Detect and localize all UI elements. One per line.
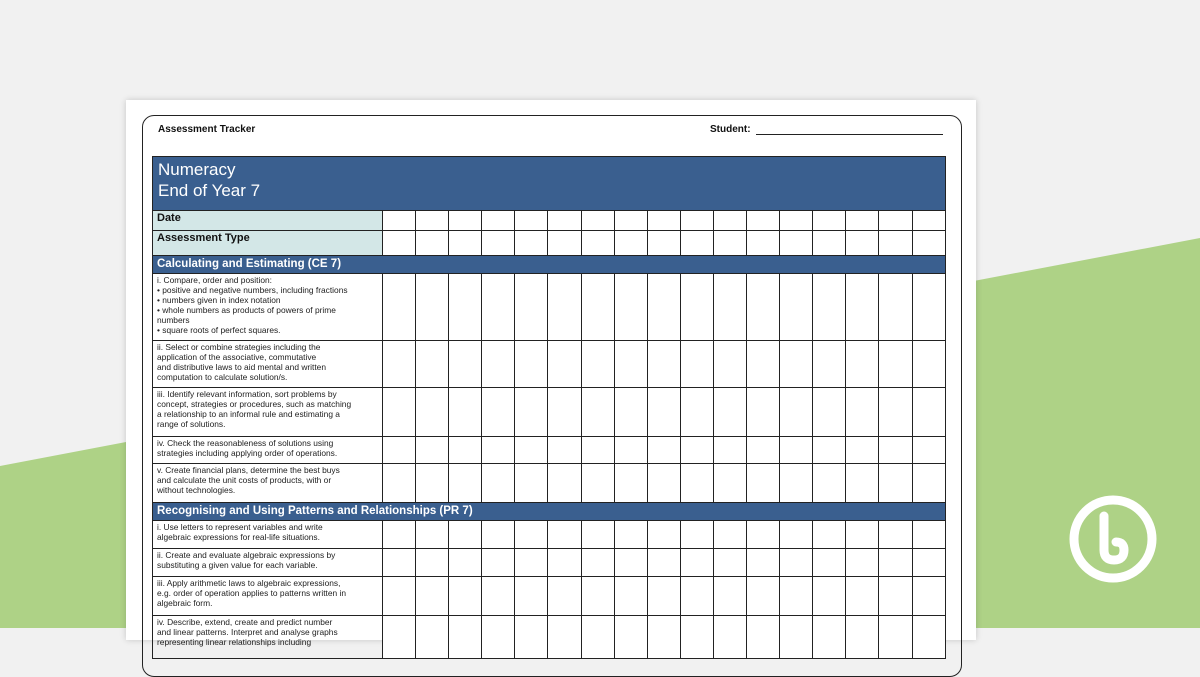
tracking-cell[interactable] <box>680 274 713 341</box>
tracking-cell[interactable] <box>581 464 614 503</box>
criteria-line: application of the associative, commutative <box>157 352 317 362</box>
tracking-cell[interactable] <box>747 521 780 549</box>
criteria-line: representing linear relationships including <box>157 637 312 647</box>
criteria-line: • numbers given in index notation <box>157 295 281 305</box>
tracking-cell[interactable] <box>912 464 945 503</box>
criteria-description <box>153 577 383 616</box>
criteria-line: without technologies. <box>157 485 236 495</box>
tracking-cell[interactable] <box>416 464 449 503</box>
assessment-grid <box>152 156 946 659</box>
tracking-cell[interactable] <box>548 521 581 549</box>
tracking-cell[interactable] <box>879 341 912 388</box>
tracking-cell[interactable] <box>780 211 813 231</box>
tracking-cell[interactable] <box>813 549 846 577</box>
tracking-cell[interactable] <box>780 549 813 577</box>
tracking-cell[interactable] <box>614 577 647 616</box>
tracking-cell[interactable] <box>680 549 713 577</box>
tracking-cell[interactable] <box>449 437 482 464</box>
tracking-cell[interactable] <box>548 231 581 256</box>
tracking-cell[interactable] <box>747 231 780 256</box>
tracking-cell[interactable] <box>713 341 746 388</box>
tracking-cell[interactable] <box>647 577 680 616</box>
criteria-line: i. Compare, order and position: <box>157 275 272 285</box>
tracking-cell[interactable] <box>846 464 879 503</box>
tracking-cell[interactable] <box>449 211 482 231</box>
tracking-cell[interactable] <box>747 616 780 659</box>
criteria-row <box>153 521 946 549</box>
meta-label: Assessment Type <box>153 231 383 256</box>
tracking-cell[interactable] <box>780 437 813 464</box>
criteria-line: iv. Describe, extend, create and predict number <box>157 617 333 627</box>
tracking-cell[interactable] <box>548 437 581 464</box>
section-header-row <box>153 256 946 274</box>
criteria-description <box>153 388 383 437</box>
tracking-cell[interactable] <box>449 521 482 549</box>
tracking-cell[interactable] <box>515 577 548 616</box>
tracking-cell[interactable] <box>581 577 614 616</box>
tracking-cell[interactable] <box>747 437 780 464</box>
tracking-cell[interactable] <box>747 211 780 231</box>
criteria-line: • square roots of perfect squares. <box>157 325 281 335</box>
tracking-cell[interactable] <box>416 577 449 616</box>
tracking-cell[interactable] <box>713 577 746 616</box>
tracking-cell[interactable] <box>912 341 945 388</box>
tracking-cell[interactable] <box>680 577 713 616</box>
teach-starter-logo-icon <box>1068 494 1158 584</box>
tracking-cell[interactable] <box>879 231 912 256</box>
tracking-cell[interactable] <box>713 437 746 464</box>
tracking-cell[interactable] <box>912 211 945 231</box>
tracking-cell[interactable] <box>647 437 680 464</box>
tracking-cell[interactable] <box>482 549 515 577</box>
tracking-cell[interactable] <box>713 464 746 503</box>
tracking-cell[interactable] <box>879 388 912 437</box>
tracking-cell[interactable] <box>482 341 515 388</box>
tracking-cell[interactable] <box>680 616 713 659</box>
tracking-cell[interactable] <box>647 231 680 256</box>
tracking-cell[interactable] <box>713 274 746 341</box>
tracking-cell[interactable] <box>912 549 945 577</box>
tracking-cell[interactable] <box>647 549 680 577</box>
tracking-cell[interactable] <box>614 231 647 256</box>
tracking-cell[interactable] <box>680 437 713 464</box>
tracking-cell[interactable] <box>482 464 515 503</box>
criteria-row <box>153 616 946 659</box>
tracking-cell[interactable] <box>548 549 581 577</box>
criteria-line: numbers <box>157 315 190 325</box>
tracking-cell[interactable] <box>713 231 746 256</box>
tracking-cell[interactable] <box>515 464 548 503</box>
criteria-line: range of solutions. <box>157 419 226 429</box>
tracking-cell[interactable] <box>780 274 813 341</box>
criteria-line: algebraic expressions for real-life situations. <box>157 532 320 542</box>
tracking-cell[interactable] <box>482 211 515 231</box>
criteria-line: iv. Check the reasonableness of solutions using <box>157 438 334 448</box>
tracking-cell[interactable] <box>813 388 846 437</box>
tracking-cell[interactable] <box>780 341 813 388</box>
criteria-line: ii. Select or combine strategies including the <box>157 342 321 352</box>
tracking-cell[interactable] <box>747 464 780 503</box>
tracking-cell[interactable] <box>846 437 879 464</box>
tracking-cell[interactable] <box>548 211 581 231</box>
tracking-cell[interactable] <box>747 274 780 341</box>
tracking-cell[interactable] <box>879 577 912 616</box>
tracking-cell[interactable] <box>846 616 879 659</box>
student-name-line <box>756 134 943 135</box>
tracking-cell[interactable] <box>548 274 581 341</box>
tracking-cell[interactable] <box>515 231 548 256</box>
tracking-cell[interactable] <box>416 341 449 388</box>
tracking-cell[interactable] <box>581 341 614 388</box>
tracking-cell[interactable] <box>383 388 416 437</box>
tracking-cell[interactable] <box>680 521 713 549</box>
tracking-cell[interactable] <box>383 341 416 388</box>
criteria-row <box>153 549 946 577</box>
section-heading: Calculating and Estimating (CE 7) <box>153 256 946 274</box>
tracking-cell[interactable] <box>449 341 482 388</box>
tracking-cell[interactable] <box>879 437 912 464</box>
meta-row <box>153 231 946 256</box>
criteria-line: a relationship to an informal rule and estimating a <box>157 409 340 419</box>
tracking-cell[interactable] <box>482 577 515 616</box>
tracking-cell[interactable] <box>449 388 482 437</box>
title-year: End of Year 7 <box>158 181 261 200</box>
tracking-cell[interactable] <box>548 616 581 659</box>
tracking-cell[interactable] <box>912 437 945 464</box>
tracking-cell[interactable] <box>416 211 449 231</box>
criteria-line: ii. Create and evaluate algebraic expressions by <box>157 550 336 560</box>
tracking-cell[interactable] <box>449 274 482 341</box>
criteria-line: i. Use letters to represent variables and write <box>157 522 323 532</box>
assessment-tracker-label: Assessment Tracker <box>158 124 256 135</box>
criteria-line: and linear patterns. Interpret and analyse graphs <box>157 627 338 637</box>
tracking-cell[interactable] <box>482 616 515 659</box>
title-subject: Numeracy <box>158 160 236 179</box>
criteria-line: and calculate the unit costs of products, with or <box>157 475 332 485</box>
tracking-cell[interactable] <box>515 549 548 577</box>
tracking-cell[interactable] <box>614 388 647 437</box>
tracking-cell[interactable] <box>515 521 548 549</box>
tracking-cell[interactable] <box>780 577 813 616</box>
tracking-cell[interactable] <box>383 211 416 231</box>
tracking-cell[interactable] <box>713 549 746 577</box>
tracking-cell[interactable] <box>713 521 746 549</box>
tracking-cell[interactable] <box>846 274 879 341</box>
tracking-cell[interactable] <box>515 437 548 464</box>
tracking-cell[interactable] <box>680 388 713 437</box>
criteria-line: iii. Identify relevant information, sort problems by <box>157 389 337 399</box>
tracking-cell[interactable] <box>680 341 713 388</box>
tracking-cell[interactable] <box>548 388 581 437</box>
tracking-cell[interactable] <box>383 464 416 503</box>
tracking-cell[interactable] <box>879 521 912 549</box>
criteria-line: algebraic form. <box>157 598 213 608</box>
tracking-cell[interactable] <box>416 549 449 577</box>
tracking-cell[interactable] <box>846 577 879 616</box>
tracking-cell[interactable] <box>449 549 482 577</box>
tracking-cell[interactable] <box>813 464 846 503</box>
tracking-cell[interactable] <box>813 437 846 464</box>
tracking-cell[interactable] <box>449 231 482 256</box>
tracking-cell[interactable] <box>416 437 449 464</box>
criteria-line: and distributive laws to aid mental and written <box>157 362 326 372</box>
tracking-cell[interactable] <box>581 231 614 256</box>
tracking-cell[interactable] <box>614 341 647 388</box>
criteria-line: concept, strategies or procedures, such as matching <box>157 399 352 409</box>
criteria-description <box>153 549 383 577</box>
tracking-cell[interactable] <box>912 388 945 437</box>
tracking-cell[interactable] <box>614 616 647 659</box>
tracking-cell[interactable] <box>449 577 482 616</box>
tracking-cell[interactable] <box>647 274 680 341</box>
tracking-cell[interactable] <box>416 616 449 659</box>
tracking-cell[interactable] <box>879 211 912 231</box>
tracking-cell[interactable] <box>713 616 746 659</box>
tracking-cell[interactable] <box>813 274 846 341</box>
section-heading: Recognising and Using Patterns and Relationships (PR 7) <box>153 503 946 521</box>
tracking-cell[interactable] <box>713 388 746 437</box>
tracking-cell[interactable] <box>912 521 945 549</box>
section-header-row <box>153 503 946 521</box>
tracking-cell[interactable] <box>581 616 614 659</box>
criteria-row <box>153 464 946 503</box>
tracking-cell[interactable] <box>383 616 416 659</box>
criteria-line: • positive and negative numbers, including fractions <box>157 285 348 295</box>
tracking-cell[interactable] <box>780 464 813 503</box>
tracking-cell[interactable] <box>548 341 581 388</box>
criteria-description <box>153 616 383 659</box>
tracking-cell[interactable] <box>813 341 846 388</box>
tracking-cell[interactable] <box>647 464 680 503</box>
criteria-row <box>153 437 946 464</box>
tracking-cell[interactable] <box>416 521 449 549</box>
tracking-cell[interactable] <box>747 341 780 388</box>
tracking-cell[interactable] <box>416 388 449 437</box>
tracking-cell[interactable] <box>581 388 614 437</box>
criteria-row <box>153 341 946 388</box>
tracking-cell[interactable] <box>780 616 813 659</box>
tracking-cell[interactable] <box>614 211 647 231</box>
criteria-line: v. Create financial plans, determine the best buys <box>157 465 340 475</box>
tracking-cell[interactable] <box>912 577 945 616</box>
tracking-cell[interactable] <box>482 231 515 256</box>
tracking-cell[interactable] <box>846 388 879 437</box>
criteria-row <box>153 388 946 437</box>
tracking-cell[interactable] <box>548 464 581 503</box>
worksheet-page <box>126 100 976 647</box>
tracking-cell[interactable] <box>813 521 846 549</box>
tracking-cell[interactable] <box>780 388 813 437</box>
tracking-cell[interactable] <box>581 521 614 549</box>
tracking-cell[interactable] <box>647 341 680 388</box>
tracking-cell[interactable] <box>614 549 647 577</box>
tracking-cell[interactable] <box>383 577 416 616</box>
tracking-cell[interactable] <box>879 616 912 659</box>
tracking-cell[interactable] <box>515 274 548 341</box>
tracking-cell[interactable] <box>813 231 846 256</box>
tracking-cell[interactable] <box>416 274 449 341</box>
criteria-line: substituting a given value for each variable. <box>157 560 318 570</box>
tracking-cell[interactable] <box>680 231 713 256</box>
tracking-cell[interactable] <box>383 274 416 341</box>
tracking-cell[interactable] <box>846 341 879 388</box>
tracking-cell[interactable] <box>581 211 614 231</box>
tracking-cell[interactable] <box>813 616 846 659</box>
title-row <box>153 157 946 211</box>
criteria-description <box>153 341 383 388</box>
tracking-cell[interactable] <box>879 274 912 341</box>
tracking-cell[interactable] <box>647 388 680 437</box>
tracking-cell[interactable] <box>482 521 515 549</box>
criteria-line: e.g. order of operation applies to patterns written in <box>157 588 347 598</box>
tracking-cell[interactable] <box>383 231 416 256</box>
tracking-cell[interactable] <box>780 521 813 549</box>
tracking-cell[interactable] <box>383 549 416 577</box>
tracking-cell[interactable] <box>846 231 879 256</box>
tracking-cell[interactable] <box>680 211 713 231</box>
tracking-cell[interactable] <box>647 521 680 549</box>
tracking-cell[interactable] <box>383 437 416 464</box>
criteria-row <box>153 274 946 341</box>
tracking-cell[interactable] <box>912 616 945 659</box>
meta-label: Date <box>153 211 383 231</box>
tracking-cell[interactable] <box>449 464 482 503</box>
tracking-cell[interactable] <box>449 616 482 659</box>
criteria-description <box>153 464 383 503</box>
tracking-cell[interactable] <box>647 211 680 231</box>
tracking-cell[interactable] <box>614 464 647 503</box>
grid-title <box>153 157 946 211</box>
tracking-cell[interactable] <box>581 549 614 577</box>
tracking-cell[interactable] <box>614 521 647 549</box>
tracking-cell[interactable] <box>482 388 515 437</box>
criteria-description <box>153 521 383 549</box>
tracking-cell[interactable] <box>813 211 846 231</box>
tracking-cell[interactable] <box>614 274 647 341</box>
tracking-cell[interactable] <box>680 464 713 503</box>
tracking-cell[interactable] <box>482 274 515 341</box>
criteria-row <box>153 577 946 616</box>
tracking-cell[interactable] <box>846 521 879 549</box>
tracking-cell[interactable] <box>383 521 416 549</box>
student-label: Student: <box>710 124 751 135</box>
tracking-cell[interactable] <box>581 437 614 464</box>
tracking-cell[interactable] <box>515 341 548 388</box>
tracking-cell[interactable] <box>581 274 614 341</box>
tracking-cell[interactable] <box>912 231 945 256</box>
meta-row <box>153 211 946 231</box>
tracking-cell[interactable] <box>747 388 780 437</box>
criteria-description <box>153 437 383 464</box>
tracking-cell[interactable] <box>515 388 548 437</box>
tracking-cell[interactable] <box>515 616 548 659</box>
criteria-line: computation to calculate solution/s. <box>157 372 288 382</box>
tracking-cell[interactable] <box>780 231 813 256</box>
tracking-cell[interactable] <box>747 549 780 577</box>
tracking-cell[interactable] <box>614 437 647 464</box>
tracking-cell[interactable] <box>912 274 945 341</box>
criteria-line: strategies including applying order of operations. <box>157 448 338 458</box>
tracking-cell[interactable] <box>482 437 515 464</box>
tracking-cell[interactable] <box>647 616 680 659</box>
tracking-cell[interactable] <box>879 549 912 577</box>
tracking-cell[interactable] <box>548 577 581 616</box>
tracking-cell[interactable] <box>813 577 846 616</box>
tracking-cell[interactable] <box>846 549 879 577</box>
criteria-description <box>153 274 383 341</box>
tracking-cell[interactable] <box>846 211 879 231</box>
tracking-cell[interactable] <box>879 464 912 503</box>
tracking-cell[interactable] <box>713 211 746 231</box>
tracking-cell[interactable] <box>747 577 780 616</box>
criteria-line: iii. Apply arithmetic laws to algebraic expressions, <box>157 578 341 588</box>
tracking-cell[interactable] <box>515 211 548 231</box>
criteria-line: • whole numbers as products of powers of prime <box>157 305 336 315</box>
tracking-cell[interactable] <box>416 231 449 256</box>
